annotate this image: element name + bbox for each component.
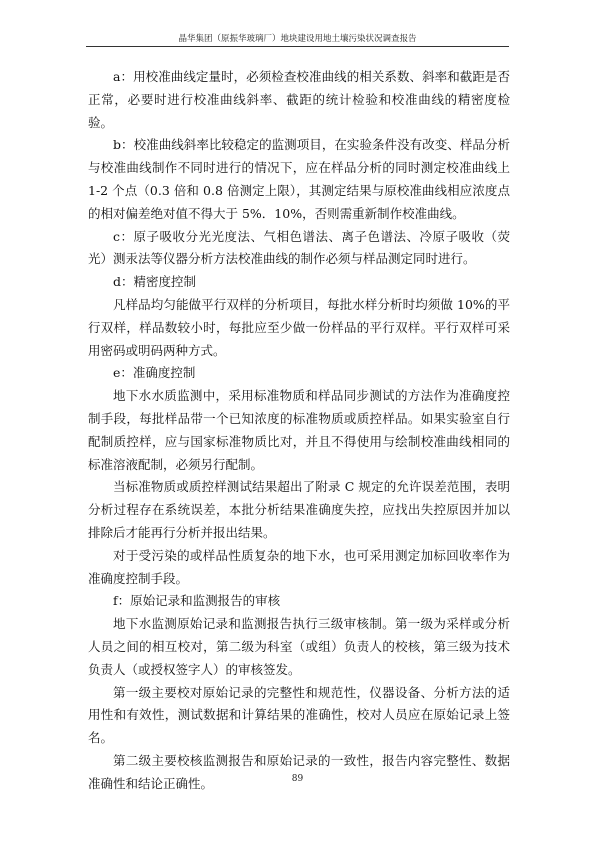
paragraph-precision: 凡样品均匀能做平行双样的分析项目，每批水样分析时均须做 10%的平行双样，样品数较小时，每批应至少做一份样品的平行双样。平行双样可采用密码或明码两种方式。 [88, 296, 510, 358]
paragraph-accuracy-3: 对于受污染的或样品性质复杂的地下水，也可采用测定加标回收率作为准确度控制手段。 [88, 547, 510, 586]
heading-precision-control: d：精密度控制 [113, 274, 197, 290]
paragraph-calibration-b: b：校准曲线斜率比较稳定的监测项目，在实验条件没有改变、样品分析与校准曲线制作不同时进行的情况下，应在样品分析的同时测定校准曲线上 1-2 个点（0.3 倍和 0.8 倍测定上限），其测定结果与原校准曲线相应浓度点的相对偏差绝对值不得大于 5%．10%，否则需重新制作校准曲线。 [88, 137, 510, 221]
paragraph-review-1: 地下水监测原始记录和监测报告执行三级审核制。第一级为采样或分析人员之间的相互校对，第二级为科室（或组）负责人的校核，第三级为技术负责人（或授权签字人）的审核签发。 [88, 616, 510, 677]
body-text [88, 66, 510, 796]
header-title: 晶华集团（原振华玻璃厂）地块建设用地土壤污染状况调查报告 [178, 34, 417, 44]
header-divider [86, 46, 509, 47]
paragraph-accuracy-2: 当标准物质或质控样测试结果超出了附录 C 规定的允许误差范围，表明分析过程存在系统误差，本批分析结果准确度失控，应找出失控原因并加以排除后才能再行分析并报出结果。 [88, 479, 510, 540]
heading-record-review: f：原始记录和监测报告的审核 [113, 593, 281, 609]
paragraph-calibration-a: a：用校准曲线定量时，必须检查校准曲线的相关系数、斜率和截距是否正常，必要时进行校准曲线斜率、截距的统计检验和校准曲线的精密度检验。 [88, 69, 510, 130]
paragraph-calibration-c: c：原子吸收分光光度法、气相色谱法、离子色谱法、冷原子吸收（荧光）测汞法等仪器分析方法校准曲线的制作必须与样品测定同时进行。 [88, 228, 510, 267]
heading-accuracy-control: e：准确度控制 [113, 365, 196, 381]
paragraph-review-2: 第一级主要校对原始记录的完整性和规范性，仪器设备、分析方法的适用性和有效性，测试数据和计算结果的准确性，校对人员应在原始记录上签名。 [88, 684, 510, 746]
page-number: 89 [291, 774, 304, 784]
page-header [0, 0, 595, 46]
paragraph-accuracy-1: 地下水水质监测中，采用标准物质和样品同步测试的方法作为准确度控制手段，每批样品带一个已知浓度的标准物质或质控样品。如果实验室自行配制质控样，应与国家标准物质比对，并且不得使用与绘制校准曲线相同的标准溶液配制，必须另行配制。 [88, 388, 510, 472]
paragraph-review-3: 第二级主要校核监测报告和原始记录的一致性，报告内容完整性、数据准确性和结论正确性。 [88, 752, 510, 791]
